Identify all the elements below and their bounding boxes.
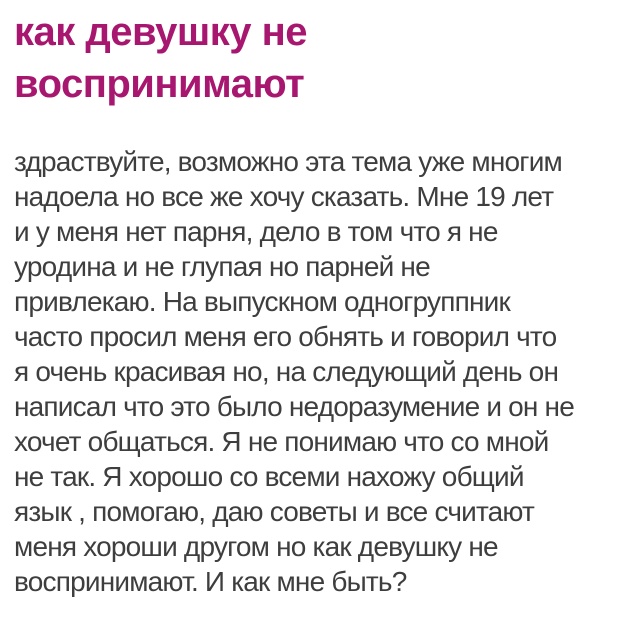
post-body-line: написал что это было недоразумение и он не	[14, 391, 574, 422]
post-body-line: часто просил меня его обнять и говорил что	[14, 321, 557, 352]
post-body-line: и у меня нет парня, дело в том что я не	[14, 216, 498, 247]
post-title	[0, 6, 640, 110]
post-body-line: надоела но все же хочу сказать. Мне 19 лет	[14, 181, 554, 212]
post-title-line-1: как девушку не	[14, 10, 307, 54]
post-body-line: не так. Я хорошо со всеми нахожу общий	[14, 461, 524, 492]
post-body-line: я очень красивая но, на следующий день он	[14, 356, 559, 387]
post-body-line: привлекаю. На выпускном одногруппник	[14, 286, 510, 317]
post-title-line-2: воспринимают	[14, 62, 305, 106]
post-body-line: меня хороши другом но как девушку не	[14, 531, 498, 562]
post-body-line: здраствуйте, возможно эта тема уже многим	[14, 146, 562, 177]
post-body-line: воспринимают. И как мне быть?	[14, 566, 407, 597]
post-body-line: уродина и не глупая но парней не	[14, 251, 430, 282]
post-body-line: хочет общаться. Я не понимаю что со мной	[14, 426, 549, 457]
post-body-line: язык , помогаю, даю советы и все считают	[14, 496, 535, 527]
post-body	[0, 144, 640, 599]
